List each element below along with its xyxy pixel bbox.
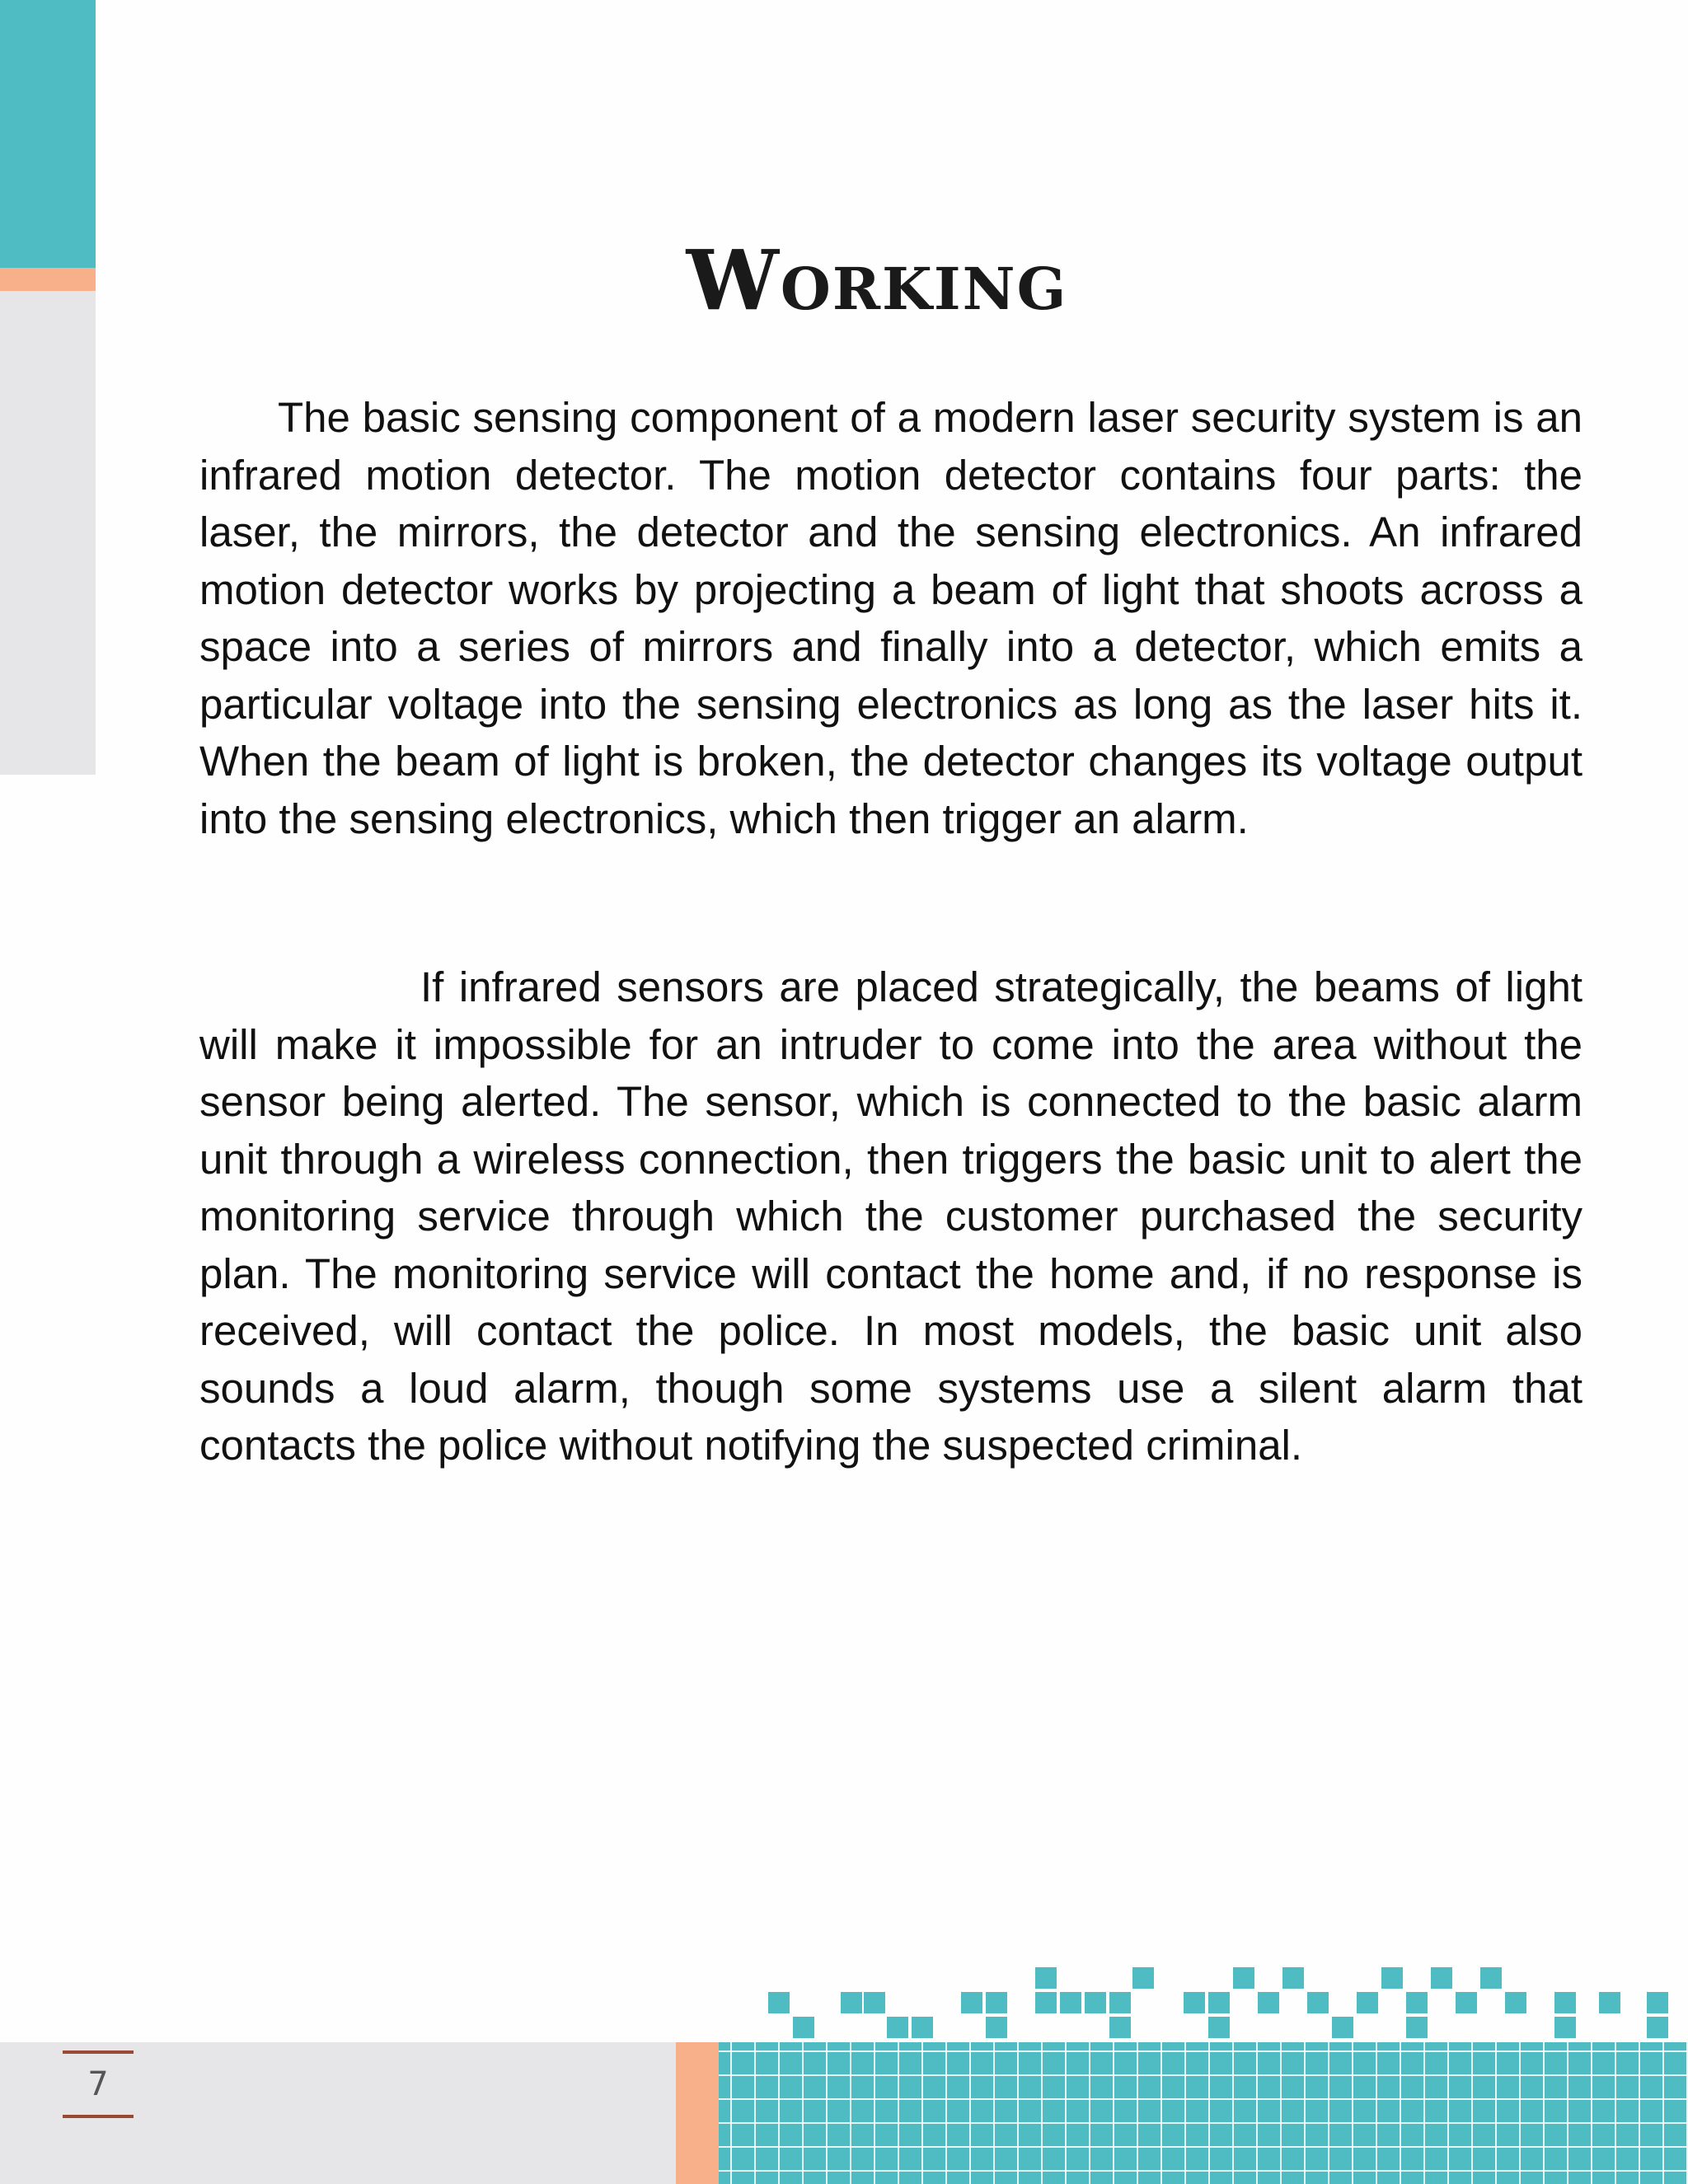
footer-grid-pattern [719,2042,1688,2184]
left-sidebar-decoration [0,0,96,775]
paragraph-1: The basic sensing component of a modern laser security system is an infrared motion detector. The motion detector contains four parts: the laser, the mirrors, the detector and the sensing electronics. An infrared motion detector works by projecting a beam of light that shoots across a space into a series of mirrors and finally into a detector, which emits a particular voltage into the sensing electronics as long as the laser hits it. When the beam of light is broken, the detector changes its voltage output into the sensing electronics, which then trigger an alarm. [199,394,1582,842]
footer-pixel-squares [742,1966,1688,2042]
footer-peach-stripe [676,2042,719,2184]
sidebar-gray-block [0,291,96,775]
page-number: 7 [87,2065,109,2103]
sidebar-teal-block [0,0,96,268]
paragraph-2: If infrared sensors are placed strategically, the beams of light will make it impossible for an intruder to come into the area without the sensor being alerted. The sensor, which is connected to the basic alarm unit through a wireless connection, then triggers the basic unit to alert the monitoring service through which the customer purchased the security plan. The monitoring service will contact the home and, if no response is received, will contact the police. In most models, the basic unit also sounds a loud alarm, though some systems use a silent alarm that contacts the police without notifying the suspected criminal. [199,963,1582,1469]
page-number-frame [63,2050,134,2118]
page-title: Working [686,232,1068,329]
